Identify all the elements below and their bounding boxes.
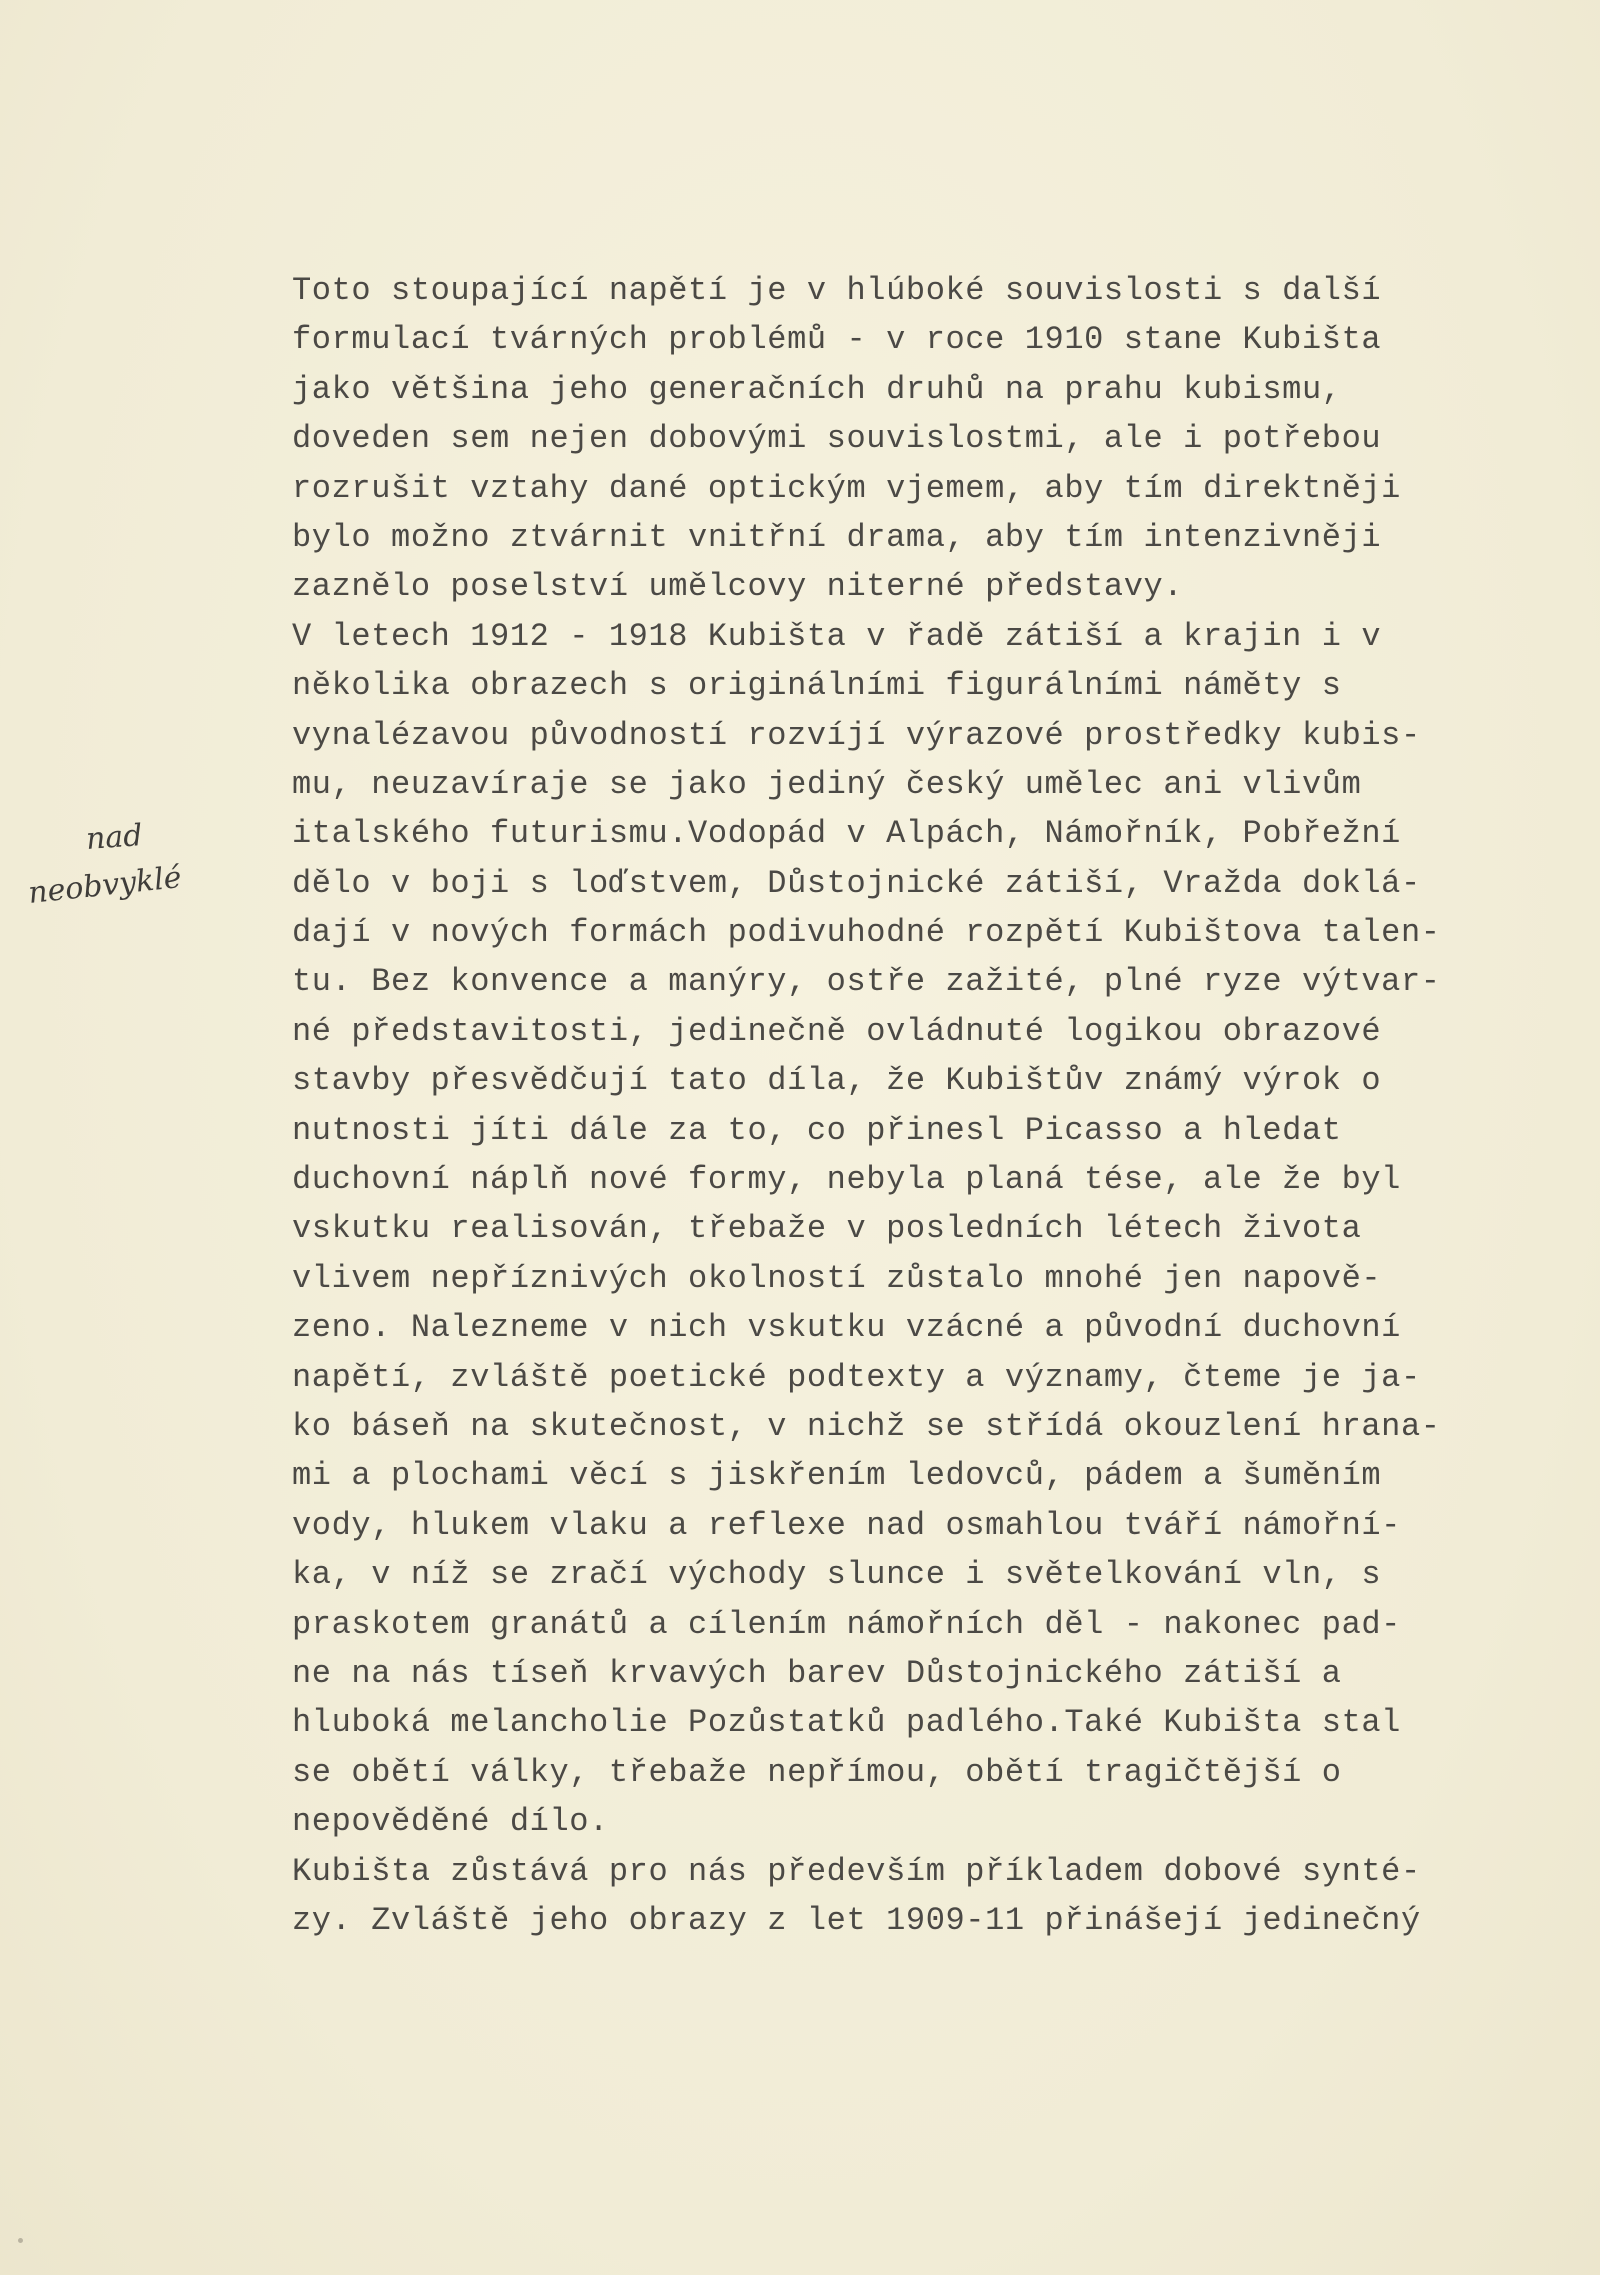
text-line: Kubišta zůstává pro nás především příkladem dobové synté- (292, 1852, 1421, 1890)
text-line: italského futurismu.Vodopád v Alpách, Námořník, Pobřežní (292, 815, 1401, 853)
text-line: ka, v níž se zračí východy slunce i světelkování vln, s (292, 1556, 1382, 1594)
text-line: né představitosti, jedinečně ovládnuté logikou obrazové (292, 1012, 1382, 1050)
text-line: tu. Bez konvence a manýry, ostře zažité, plné ryze výtvar- (292, 963, 1441, 1001)
text-line: doveden sem nejen dobovými souvislostmi, ale i potřebou (292, 420, 1382, 458)
handwritten-margin-note: neobvyklé (26, 860, 184, 911)
text-line: duchovní náplň nové formy, nebyla planá tése, ale že byl (292, 1161, 1401, 1199)
paper-speck (18, 2238, 23, 2243)
text-line: ko báseň na skutečnost, v nichž se střídá okouzlení hrana- (292, 1407, 1441, 1445)
text-line: vody, hlukem vlaku a reflexe nad osmahlou tváří námořní- (292, 1506, 1401, 1544)
text-line: formulací tvárných problémů - v roce 1910 stane Kubišta (292, 321, 1382, 359)
text-line: bylo možno ztvárnit vnitřní drama, aby tím intenzivněji (292, 518, 1382, 556)
text-line: vlivem nepříznivých okolností zůstalo mnohé jen napově- (292, 1259, 1382, 1297)
text-line: V letech 1912 - 1918 Kubišta v řadě zátiší a krajin i v (292, 617, 1382, 655)
text-line: zeno. Nalezneme v nich vskutku vzácné a původní duchovní (292, 1309, 1401, 1347)
text-line: vynalézavou původností rozvíjí výrazové prostředky kubis- (292, 716, 1421, 754)
text-line: mi a plochami věcí s jiskřením ledovců, pádem a šuměním (292, 1457, 1382, 1495)
text-line: rozrušit vztahy dané optickým vjemem, aby tím direktněji (292, 469, 1401, 507)
handwritten-margin-note: nad (84, 818, 144, 857)
typewritten-text-block (292, 266, 1472, 1945)
text-line: nepověděné dílo. (292, 1803, 609, 1841)
text-line: dělo v boji s loďstvem, Důstojnické zátiší, Vražda doklá- (292, 864, 1421, 902)
text-line: několika obrazech s originálními figurálními náměty s (292, 667, 1342, 705)
text-line: hluboká melancholie Pozůstatků padlého.Také Kubišta stal (292, 1704, 1401, 1742)
text-line: se obětí války, třebaže nepřímou, obětí tragičtější o (292, 1753, 1342, 1791)
text-line: napětí, zvláště poetické podtexty a významy, čteme je ja- (292, 1358, 1421, 1396)
text-line: nutnosti jíti dále za to, co přinesl Picasso a hledat (292, 1111, 1342, 1149)
text-line: dají v nových formách podivuhodné rozpětí Kubištova talen- (292, 914, 1441, 952)
text-line: praskotem granátů a cílením námořních děl - nakonec pad- (292, 1605, 1401, 1643)
text-line: zy. Zvláště jeho obrazy z let 1909-11 přinášejí jedinečný (292, 1901, 1421, 1939)
text-line: ne na nás tíseň krvavých barev Důstojnického zátiší a (292, 1654, 1342, 1692)
text-line: stavby přesvědčují tato díla, že Kubištův známý výrok o (292, 1062, 1382, 1100)
text-line: vskutku realisován, třebaže v posledních létech života (292, 1210, 1362, 1248)
text-line: mu, neuzavíraje se jako jediný český umělec ani vlivům (292, 765, 1362, 803)
text-line: zaznělo poselství umělcovy niterné představy. (292, 568, 1184, 606)
text-line: jako většina jeho generačních druhů na prahu kubismu, (292, 370, 1342, 408)
text-line: Toto stoupající napětí je v hlúboké souvislosti s další (292, 272, 1382, 309)
